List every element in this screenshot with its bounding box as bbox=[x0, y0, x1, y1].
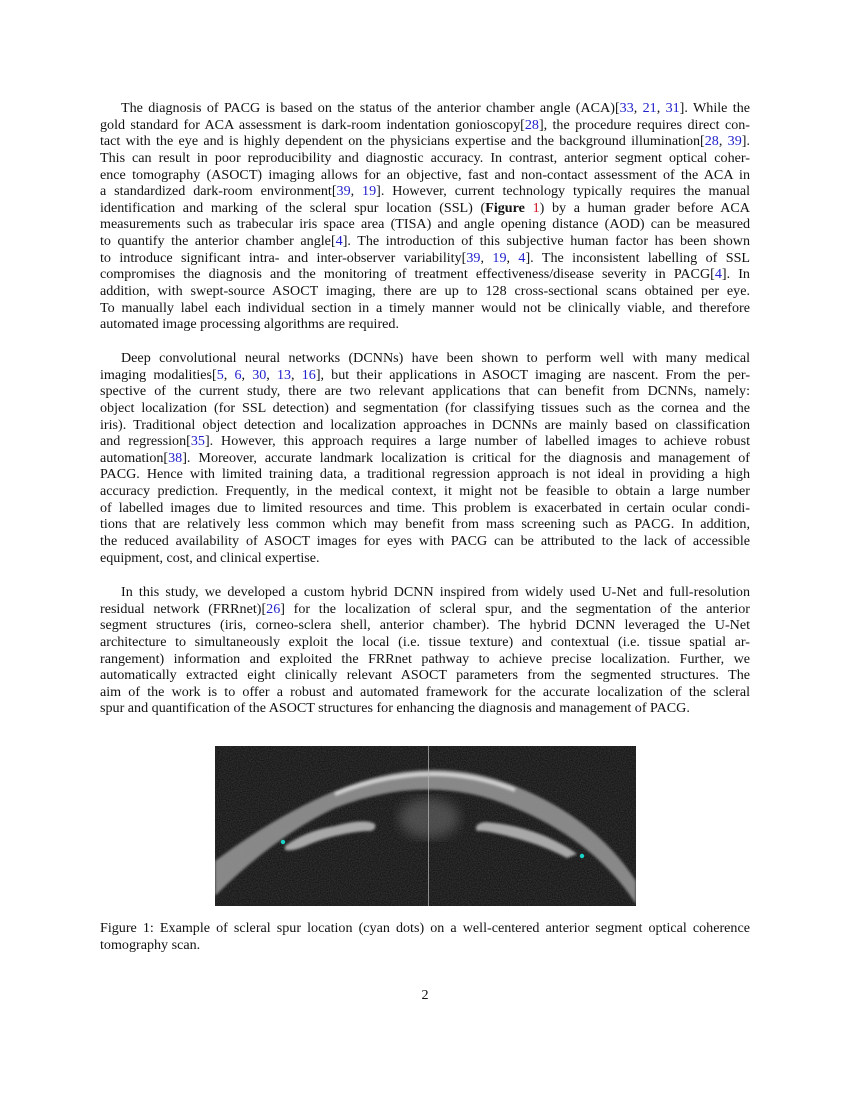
text-run: The diagnosis of PACG is based on the status of the anterior chamber angle (ACA) bbox=[121, 100, 615, 116]
text-run: . The inconsistent labelling of SSL bbox=[530, 249, 751, 266]
asoct-scan-image bbox=[215, 746, 636, 906]
text-line: gold standard for ACA assessment is dark-room indentation gonioscopy[28], the procedure requires direct con- bbox=[100, 116, 750, 133]
citation-link[interactable]: 21 bbox=[642, 100, 657, 116]
text-line bbox=[100, 533, 750, 550]
text-line bbox=[100, 417, 750, 434]
citation-link[interactable]: 6 bbox=[234, 366, 242, 383]
citation-link[interactable]: 19 bbox=[492, 249, 507, 266]
text-line bbox=[100, 150, 750, 167]
asoct-scan-figure bbox=[215, 746, 636, 906]
text-line: to quantify the anterior chamber angle[4]. The introduction of this subjective human factor has been shown bbox=[100, 233, 751, 250]
bold-text: Figure bbox=[485, 199, 533, 216]
citation-link[interactable]: 38 bbox=[168, 449, 183, 466]
text-run: to quantify the anterior chamber angle bbox=[100, 233, 331, 250]
text-run: This can result in poor reproducibility and diagnostic accuracy. In contrast, anterior segment optical coher- bbox=[100, 149, 750, 166]
text-line bbox=[100, 400, 750, 417]
caption-line: tomography scan. bbox=[100, 936, 201, 953]
text-run: identification and marking of the scleral spur location (SSL) ( bbox=[100, 199, 486, 216]
text-run: . However, current technology typically requires the manual bbox=[380, 183, 750, 200]
citation-link[interactable]: 30 bbox=[252, 366, 267, 383]
citation-link[interactable]: 16 bbox=[301, 366, 316, 383]
text-line bbox=[100, 700, 750, 717]
text-line bbox=[100, 550, 750, 567]
citation-link[interactable]: 4 bbox=[335, 233, 343, 250]
text-line bbox=[100, 283, 750, 300]
text-line bbox=[100, 651, 750, 668]
citation-link[interactable]: 26 bbox=[266, 600, 281, 617]
text-run: segment structures (iris, corneo-sclera shell, anterior chamber). The hybrid DCNN leveraged the U-Net bbox=[100, 617, 750, 634]
text-run: To manually label each individual section in a timely manner would not be clinically viable, and therefore bbox=[100, 299, 750, 316]
paragraph-3 bbox=[100, 584, 750, 717]
text-run: . However, this approach requires a large number of labelled images to achieve robust bbox=[209, 433, 751, 450]
text-run: architecture to simultaneously exploit the local (i.e. tissue texture) and contextual (i.e. tissue spatial ar- bbox=[100, 633, 750, 650]
text-line: automation[38]. Moreover, accurate landmark localization is critical for the diagnosis and management of bbox=[100, 449, 750, 466]
text-run: , the procedure requires direct con- bbox=[543, 116, 750, 133]
text-line bbox=[100, 617, 750, 634]
text-line bbox=[100, 300, 750, 317]
page-number: 2 bbox=[421, 987, 429, 1003]
text-run: PACG. Hence with limited training data, a traditional regression approach is not ideal in providing a high bbox=[100, 466, 750, 483]
citation-link[interactable]: 39 bbox=[727, 133, 742, 150]
text-run: automation bbox=[100, 449, 164, 466]
paragraph-1 bbox=[100, 100, 750, 333]
citation-link[interactable]: 13 bbox=[276, 366, 292, 383]
text-line bbox=[100, 466, 750, 483]
text-line bbox=[100, 167, 750, 184]
text-run: . Moreover, accurate landmark localization is critical for the diagnosis and management of bbox=[186, 449, 750, 466]
text-run: a standardized dark-room environment bbox=[100, 183, 332, 200]
citation-link[interactable]: 39 bbox=[466, 249, 481, 266]
text-run: spur and quantification of the ASOCT structures for enhancing the diagnosis and management of PACG. bbox=[100, 700, 690, 717]
figure-caption bbox=[100, 920, 750, 953]
text-line bbox=[100, 584, 750, 601]
caption-line: Figure 1: Example of scleral spur location (cyan dots) on a well-centered anterior segment optical coherence bbox=[100, 920, 750, 936]
text-run: of labelled images due to limited resources and time. This problem is exacerbated in certain ocular condi- bbox=[100, 499, 750, 516]
text-line bbox=[100, 667, 750, 684]
text-run: and regression bbox=[100, 433, 187, 450]
citation-link[interactable]: 33 bbox=[619, 100, 634, 116]
text-run: addition, with swept-source ASOCT imaging, there are up to 128 cross-sectional scans obtained per eye. bbox=[100, 283, 750, 300]
citation-link[interactable]: 5 bbox=[216, 366, 224, 383]
text-run: compromises the diagnosis and the monitoring of treatment effectiveness/disease severity in PACG bbox=[100, 266, 711, 283]
text-run: imaging modalities bbox=[100, 366, 213, 383]
text-line: a standardized dark-room environment[39, 19]. However, current technology typically requires the manual bbox=[100, 183, 750, 200]
text-run: tions that are relatively less common which may benefit from mass screening such as PACG. In addition, bbox=[100, 516, 750, 533]
text-line bbox=[100, 200, 750, 217]
text-line bbox=[100, 316, 750, 333]
text-run: ence tomography (ASOCT) imaging allows for an objective, fast and non-contact assessment of the ACA in bbox=[100, 166, 750, 183]
text-line bbox=[100, 483, 750, 500]
text-run: spective of the current study, there are two relevant applications that can benefit from DCNNs, namely: bbox=[100, 383, 750, 400]
text-line: residual network (FRRnet)[26] for the localization of scleral spur, and the segmentation of the anterior bbox=[100, 600, 750, 617]
text-line: to introduce significant intra- and inter-observer variability[39, 19, 4]. The inconsistent labelling of SSL bbox=[100, 249, 751, 266]
citation-link[interactable]: 28 bbox=[524, 116, 539, 133]
text-line bbox=[100, 216, 750, 233]
text-run: aim of the work is to offer a robust and automated framework for the accurate localization of the scleral bbox=[100, 683, 750, 700]
text-run: object localization (for SSL detection) and segmentation (for classifying tissues such as the cornea and the bbox=[100, 399, 750, 416]
text-run: the reduced availability of ASOCT images for eyes with PACG can be attributed to the lack of accessible bbox=[100, 533, 750, 550]
text-run: , but their applications in ASOCT imaging are nascent. From the per- bbox=[320, 366, 751, 383]
text-line bbox=[100, 350, 750, 367]
text-run: rangement) information and exploited the FRRnet pathway to achieve precise localization. Further, we bbox=[100, 650, 750, 667]
text-run: residual network (FRRnet) bbox=[100, 600, 262, 617]
text-line bbox=[100, 634, 750, 651]
text-run: . While the bbox=[684, 100, 750, 116]
text-run: accuracy prediction. Frequently, in the medical context, it might not be feasible to obtain a large number bbox=[100, 483, 750, 500]
text-line bbox=[100, 383, 750, 400]
text-run: Deep convolutional neural networks (DCNNs) have been shown to perform well with many medical bbox=[121, 350, 750, 366]
scleral-spur-dot-right bbox=[580, 854, 584, 858]
text-line bbox=[100, 500, 750, 517]
paragraph-2 bbox=[100, 350, 750, 566]
text-line bbox=[100, 684, 750, 701]
text-run: automated image processing algorithms are required. bbox=[100, 316, 399, 333]
scleral-spur-dot-left bbox=[281, 840, 285, 844]
text-run: gold standard for ACA assessment is dark-room indentation gonioscopy bbox=[100, 116, 521, 133]
text-run: In this study, we developed a custom hybrid DCNN inspired from widely used U-Net and full-resolution bbox=[121, 584, 750, 600]
text-run: automatically extracted eight clinically relevant ASOCT parameters from the segmented structures. The bbox=[100, 667, 750, 684]
citation-link[interactable]: 19 bbox=[362, 183, 377, 200]
text-run: . The introduction of this subjective human factor has been shown bbox=[347, 233, 751, 250]
text-run: ) by a human grader before ACA bbox=[539, 199, 750, 216]
citation-link[interactable]: 35 bbox=[190, 433, 205, 450]
figure-ref-link[interactable]: 1 bbox=[532, 199, 540, 216]
text-run: iris). Traditional object detection and localization approaches in DCNNs are mainly based on classification bbox=[100, 416, 750, 433]
text-line: and regression[35]. However, this approach requires a large number of labelled images to achieve robust bbox=[100, 433, 751, 450]
text-line: The diagnosis of PACG is based on the status of the anterior chamber angle (ACA)[33, 21, 31]. While the bbox=[121, 100, 750, 116]
text-line: imaging modalities[5, 6, 30, 13, 16], but their applications in ASOCT imaging are nascent. From the per- bbox=[100, 366, 751, 383]
text-run: . In bbox=[726, 266, 750, 283]
text-line bbox=[100, 516, 750, 533]
text-line: tact with the eye and is highly dependent on the physicians expertise and the background illumination[28, 39]. bbox=[100, 133, 750, 150]
text-run: measurements such as trabecular iris space area (TISA) and angle opening distance (AOD) can be measured bbox=[100, 216, 750, 233]
citation-link[interactable]: 4 bbox=[518, 249, 526, 266]
text-run: . bbox=[746, 133, 750, 150]
text-run: to introduce significant intra- and inter-observer variability bbox=[100, 249, 462, 266]
citation-link[interactable]: 39 bbox=[336, 183, 351, 200]
text-line: compromises the diagnosis and the monitoring of treatment effectiveness/disease severity in PACG[4]. In bbox=[100, 266, 750, 283]
text-run: tact with the eye and is highly dependent on the physicians expertise and the background illumination bbox=[100, 133, 701, 150]
citation-link[interactable]: 31 bbox=[665, 100, 680, 116]
citation-link[interactable]: 4 bbox=[714, 266, 722, 283]
text-run: for the localization of scleral spur, and the segmentation of the anterior bbox=[284, 600, 750, 617]
text-run: equipment, cost, and clinical expertise. bbox=[100, 549, 320, 566]
citation-link[interactable]: 28 bbox=[704, 133, 719, 150]
